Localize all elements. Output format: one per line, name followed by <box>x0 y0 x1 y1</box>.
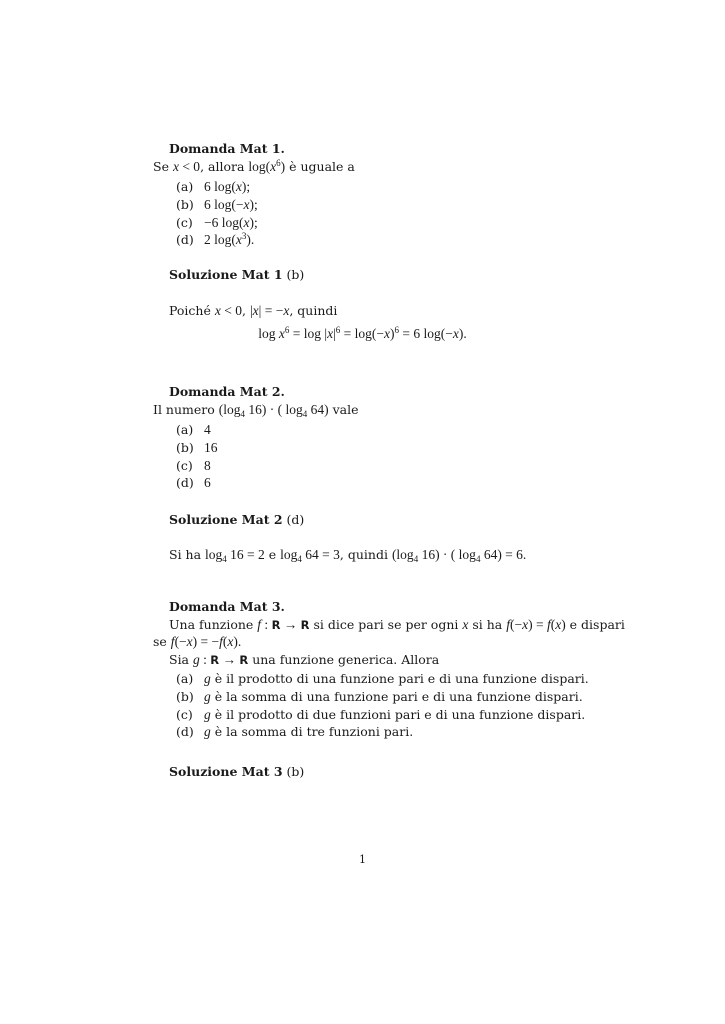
q3-title: Domanda Mat 3. <box>169 599 285 614</box>
q3-prompt: Sia g : R → R una funzione generica. Allora <box>169 652 440 667</box>
q3-solution: Soluzione Mat 3 (b) <box>169 764 305 779</box>
q3-option-c: (c) g è il prodotto di due funzioni pari e di una funzione dispari. <box>176 707 586 722</box>
q3-option-d: (d) g è la somma di tre funzioni pari. <box>176 724 414 739</box>
q2-option-c: (c) 8 <box>176 458 211 473</box>
q3-definition-line1: Una funzione f : R → R si dice pari se per ogni x si ha f(−x) = f(x) e dispari <box>169 617 625 632</box>
q2-title: Domanda Mat 2. <box>169 384 285 399</box>
q2-solution: Soluzione Mat 2 (d) <box>169 512 305 527</box>
page-number: 1 <box>359 853 366 866</box>
q1-equation: $\log x^6 = \log |x|^6 = \log(-x)^6 = 6$ log(−x). <box>258 325 467 341</box>
q3-option-a: (a) g è il prodotto di una funzione pari e di una funzione dispari. <box>176 671 589 686</box>
q1-option-b: (b) 6 log(−x); <box>176 197 258 212</box>
q2-prompt: Il numero ($\log_4$ 16) · ( $\log_4 64$) vale <box>153 402 359 419</box>
q1-option-c: (c) −6 log(x); <box>176 215 258 230</box>
q1-solution: Soluzione Mat 1 (b) <box>169 267 305 282</box>
q1-option-a: (a) 6 log(x); <box>176 179 251 194</box>
q1-title: Domanda Mat 1. <box>169 141 285 156</box>
q3-option-b: (b) g è la somma di una funzione pari e di una funzione dispari. <box>176 689 583 704</box>
q1-explanation: Poiché x < 0, |x| = −x, quindi <box>169 303 338 318</box>
q2-option-a: (a) 4 <box>176 422 211 437</box>
q2-explanation: Si ha $\log_4 16 = 2$ e $\log_4 64 = 3$, quindi ($\log_4$ 16) · ( $\log_4 64) = 6$. <box>169 547 527 564</box>
q2-option-d: (d) 6 <box>176 475 211 490</box>
q2-option-b: (b) 16 <box>176 440 218 455</box>
q3-definition-line2: se f(−x) = −f(x). <box>153 634 242 649</box>
q1-option-d: (d) 2 $\log(x^3)$. <box>176 231 255 247</box>
q1-prompt: Se x < 0, allora $\log(x^6)$ è uguale a <box>153 158 355 174</box>
